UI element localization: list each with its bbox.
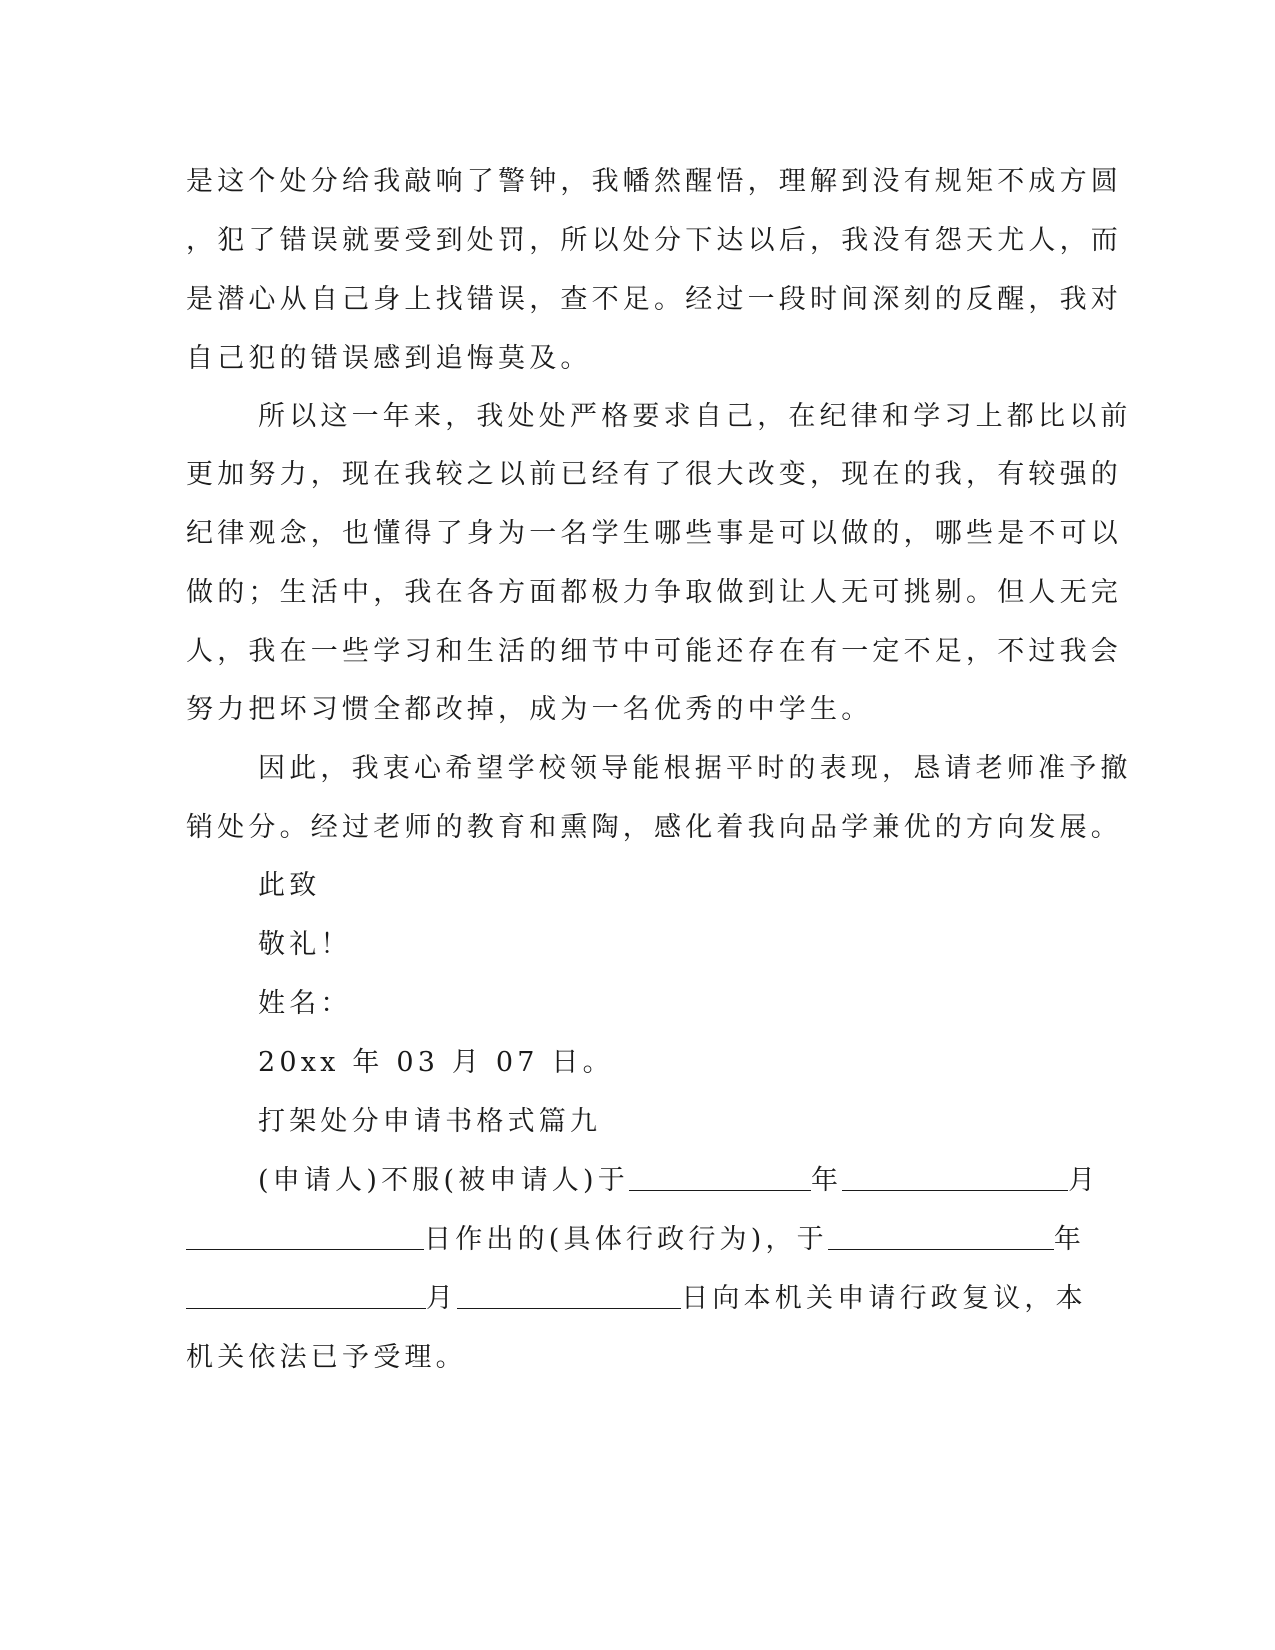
blank-field — [186, 1282, 426, 1309]
blank-field — [842, 1164, 1068, 1191]
date-line: 20xx 年 03 月 07 日。 — [258, 1047, 614, 1078]
name-label: 姓名： — [258, 988, 352, 1019]
paragraph-line: 是潜心从自己身上找错误，查不足。经过一段时间深刻的反醒，我对 — [186, 284, 1122, 315]
form-text: 年 — [1053, 1224, 1086, 1255]
blank-field — [828, 1223, 1054, 1250]
paragraph-line: 销处分。经过老师的教育和熏陶，感化着我向品学兼优的方向发展。 — [186, 812, 1122, 843]
form-text: 日作出的(具体行政行为)，于 — [424, 1224, 828, 1255]
paragraph-line: 人，我在一些学习和生活的细节中可能还存在有一定不足，不过我会 — [186, 636, 1122, 667]
form-text: 年 — [810, 1165, 843, 1196]
form-text: (申请人)不服(被申请人)于 — [258, 1165, 629, 1196]
blank-field — [629, 1164, 811, 1191]
paragraph-line: ，犯了错误就要受到处罚，所以处分下达以后，我没有怨天尤人，而 — [186, 225, 1122, 256]
paragraph-line: 纪律观念，也懂得了身为一名学生哪些事是可以做的，哪些是不可以 — [186, 518, 1122, 549]
paragraph-line: 是这个处分给我敲响了警钟，我幡然醒悟，理解到没有规矩不成方圆 — [186, 166, 1122, 197]
closing-salute: 敬礼！ — [258, 929, 352, 960]
closing-greeting: 此致 — [258, 870, 321, 901]
form-line-4: 机关依法已予受理。 — [186, 1342, 467, 1373]
form-text: 日向本机关申请行政复议，本 — [681, 1283, 1087, 1314]
paragraph-line: 因此，我衷心希望学校领导能根据平时的表现，恳请老师准予撤 — [258, 753, 1132, 784]
form-line-1 — [258, 1163, 1100, 1199]
form-text: 月 — [1068, 1165, 1100, 1196]
blank-field — [457, 1282, 681, 1309]
paragraph-line: 做的；生活中，我在各方面都极力争取做到让人无可挑剔。但人无完 — [186, 577, 1122, 608]
form-line-2 — [186, 1222, 1086, 1258]
paragraph-line: 所以这一年来，我处处严格要求自己，在纪律和学习上都比以前 — [258, 401, 1132, 432]
form-text: 月 — [426, 1283, 458, 1314]
blank-field — [186, 1223, 424, 1250]
paragraph-line: 更加努力，现在我较之以前已经有了很大改变，现在的我，有较强的 — [186, 459, 1122, 490]
paragraph-line: 努力把坏习惯全都改掉，成为一名优秀的中学生。 — [186, 694, 873, 725]
form-line-3 — [186, 1281, 1087, 1317]
section-title: 打架处分申请书格式篇九 — [258, 1106, 602, 1137]
paragraph-line: 自己犯的错误感到追悔莫及。 — [186, 343, 592, 374]
